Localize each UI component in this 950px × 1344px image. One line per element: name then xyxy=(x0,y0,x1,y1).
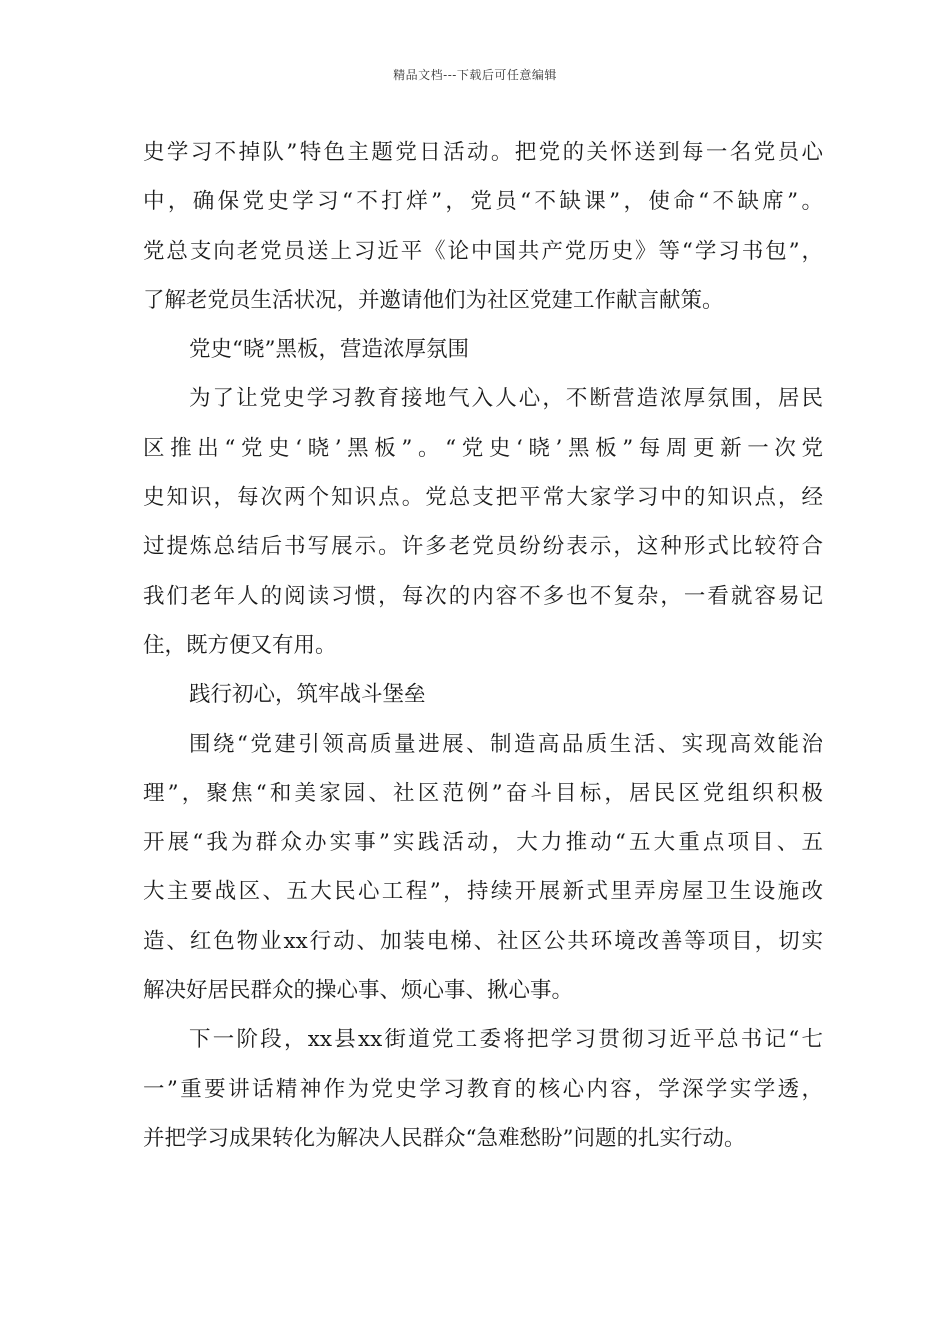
text-line: 并把学习成果转化为解决人民群众“急难愁盼”问题的扎实行动。 xyxy=(143,1125,746,1151)
text-line: 解决好居民群众的操心事、烦心事、揪心事。 xyxy=(143,978,574,1004)
text-line: 史学习不掉队”特色主题党日活动。把党的关怀送到每一名党员心 xyxy=(143,140,823,165)
text-line: 我们老年人的阅读习惯，每次的内容不多也不复杂，一看就容易记 xyxy=(143,583,823,609)
document-body xyxy=(143,128,823,1163)
page-header: 精品文档---下载后可任意编辑 xyxy=(393,68,557,82)
text-line: 史知识，每次两个知识点。党总支把平常大家学习中的知识点，经 xyxy=(143,485,823,511)
text-line: 区推出“党史‘晓’黑板”。“党史‘晓’黑板”每周更新一次党 xyxy=(143,435,823,461)
text-line: 了解老党员生活状况，并邀请他们为社区党建工作献言献策。 xyxy=(143,287,724,313)
text-line: 一”重要讲话精神作为党史学习教育的核心内容，学深学实学透， xyxy=(143,1076,823,1102)
text-line: 党史“晓”黑板，营造浓厚氛围 xyxy=(189,337,469,363)
text-line: 造、红色物业xx行动、加装电梯、社区公共环境改善等项目，切实 xyxy=(143,928,823,954)
text-line: 理”，聚焦“和美家园、社区范例”奋斗目标，居民区党组织积极 xyxy=(143,780,823,806)
text-line: 大主要战区、五大民心工程”，持续开展新式里弄房屋卫生设施改 xyxy=(143,879,823,905)
text-line: 围绕“党建引领高质量进展、制造高品质生活、实现高效能治 xyxy=(189,731,823,757)
text-line: 践行初心，筑牢战斗堡垒 xyxy=(189,682,426,708)
text-line: 党总支向老党员送上习近平《论中国共产党历史》等“学习书包”， xyxy=(143,238,823,264)
text-line: 开展“我为群众办实事”实践活动，大力推动“五大重点项目、五 xyxy=(143,830,823,856)
text-line: 下一阶段，xx县xx街道党工委将把学习贯彻习近平总书记“七 xyxy=(189,1027,823,1053)
text-line: 为了让党史学习教育接地气入人心，不断营造浓厚氛围，居民 xyxy=(189,386,823,412)
text-line: 中，确保党史学习“不打烊”，党员“不缺课”，使命“不缺席”。 xyxy=(143,189,823,215)
text-line: 过提炼总结后书写展示。许多老党员纷纷表示，这种形式比较符合 xyxy=(143,534,823,560)
text-line: 住，既方便又有用。 xyxy=(143,632,337,658)
